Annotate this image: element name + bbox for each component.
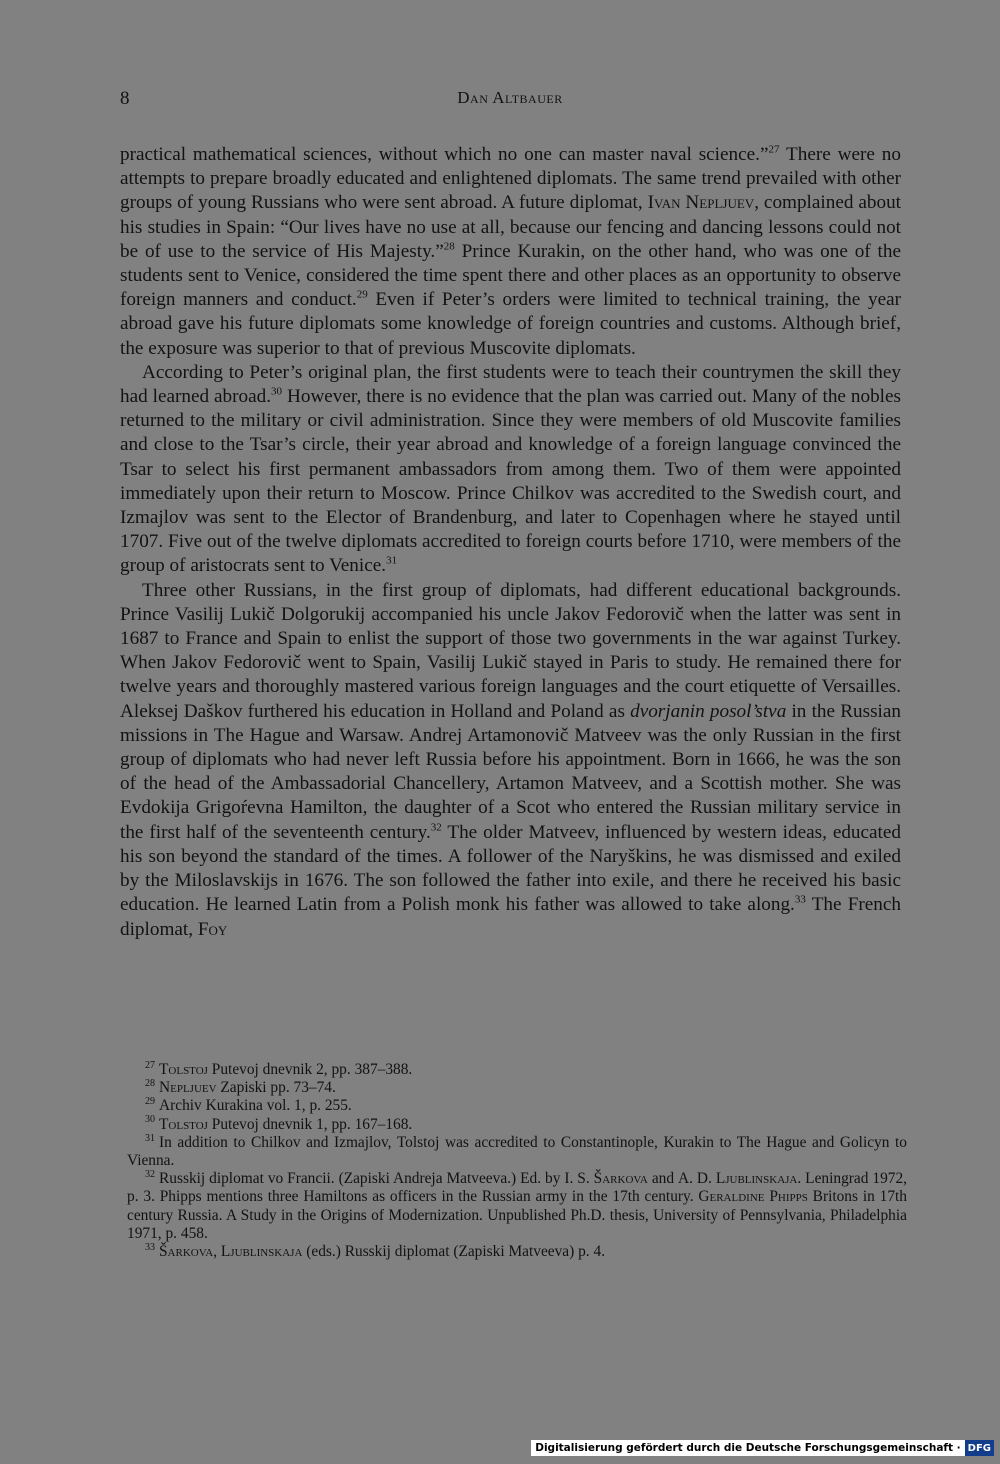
footnote-text: Britons in 17th century Russia. A Study in the Origins of Modernization. Unpublished Ph.D. thesis, University of Pennsylvania, Philadelphia 1971, p. 458. <box>127 1188 907 1242</box>
footnote-28 <box>127 1079 907 1097</box>
footnote-number: 27 <box>145 1059 155 1071</box>
footnote-text: and <box>647 1170 678 1188</box>
footnote-author: Šarkova, Ljublinskaja <box>159 1243 303 1261</box>
footnote-text: (eds.) Russkij diplomat (Zapiski Matveeva) p. 4. <box>302 1243 606 1261</box>
text-span: However, there is no evidence that the plan was carried out. Many of the nobles returned to the military or civil administration. Since they were members of old Muscovite families and close to the Tsar’s circle, their year abroad and knowledge of a foreign language convinced the Tsar to select his first permanent ambassadors from among them. Two of them were appointed immediately upon their return to Moscow. Prince Chilkov was accredited to the Swedish court, and Izmajlov was sent to the Elector of Brandenburg, and later to Copenhagen where he stayed until 1707. Five out of the twelve diplomats accredited to foreign courts before 1710, were members of the group of aristocrats sent to Venice. <box>120 386 901 577</box>
footnote-author: A. D. Ljublinskaja <box>678 1170 798 1188</box>
text-span: According to Peter’s original plan, the first students were to teach their countrymen the skill they had learned abroad. <box>120 361 901 408</box>
footnote-text: Archiv Kurakina vol. 1, p. 255. <box>159 1097 352 1115</box>
italic-term: dvorjanin posol’stva <box>630 700 787 722</box>
footnote-author: Geraldine Phipps <box>698 1188 808 1206</box>
footnote-text: Putevoj dnevnik 1, pp. 167–168. <box>207 1115 413 1133</box>
footnote-text: In addition to Chilkov and Izmajlov, Tolstoj was accredited to Constantinople, Kurakin to The Hague and Golicyn to Vienna. <box>127 1133 907 1170</box>
footnote-number: 31 <box>145 1132 155 1144</box>
dfg-funding-banner <box>531 1440 994 1456</box>
footnote-27 <box>127 1061 907 1079</box>
footnote-text: Zapiski pp. 73–74. <box>216 1079 336 1097</box>
footnote-30 <box>127 1116 907 1134</box>
footnote-text: Russkij diplomat vo Francii. (Zapiski Andreja Matveeva.) Ed. by <box>159 1170 565 1188</box>
footnote-number: 28 <box>145 1078 155 1090</box>
footnote-ref: 29 <box>356 288 368 301</box>
text-span: The older Matveev, influenced by western ideas, educated his son beyond the standard of the times. A follower of the Naryškins, he was dismissed and exiled by the Miloslavskijs in 1676. The son followed the father into exile, and there he received his basic education. He learned Latin from a Polish monk his father was allowed to take along. <box>120 821 901 916</box>
footnote-ref: 33 <box>794 893 806 906</box>
running-head-author: Dan Altbauer <box>457 88 563 107</box>
footnote-32 <box>127 1170 907 1243</box>
footnote-ref: 32 <box>430 821 442 834</box>
person-name: Ivan Nepljuev <box>647 192 755 214</box>
person-name: Foy <box>197 918 228 940</box>
footnote-author: Tolstoj <box>159 1115 208 1133</box>
text-span: The French diplomat, <box>120 894 901 940</box>
footnote-author: Tolstoj <box>159 1061 208 1078</box>
text-span: in the Russian missions in The Hague and Warsaw. Andrej Artamonovič Matveev was the only Russian in the first group of diplomats who had never left Russia before his appointment. Born in 1666, he was the son of the head of the Ambassadorial Chancellery, Artamon Matveev, and a Scottish mother. She was Evdokija Grigoŕevna Hamilton, the daughter of a Scot who entered the Russian military service in the first half of the seventeenth century. <box>120 700 901 843</box>
footnote-29 <box>127 1097 907 1115</box>
footnote-number: 30 <box>145 1114 155 1126</box>
footnote-ref: 28 <box>443 240 455 253</box>
text-span: practical mathematical sciences, without which no one can master naval science.” <box>120 144 769 165</box>
footnote-number: 32 <box>145 1169 155 1181</box>
paragraph-2 <box>120 361 901 579</box>
footnote-31 <box>127 1134 907 1170</box>
footnote-text: Putevoj dnevnik 2, pp. 387–388. <box>207 1061 413 1078</box>
footnote-text: . Leningrad 1972, p. 3. Phipps mentions three Hamiltons as officers in the Russian army in the 17th century. <box>127 1170 907 1206</box>
footnote-ref: 27 <box>768 143 780 156</box>
footnote-33 <box>127 1243 907 1261</box>
dfg-logo-icon: DFG <box>965 1440 994 1456</box>
footnote-ref: 31 <box>386 555 398 568</box>
paragraph-3 <box>120 579 901 942</box>
footnote-number: 29 <box>145 1096 155 1108</box>
text-span: There were no attempts to prepare broadly educated and enlightened diplomats. The same trend prevailed with other groups of young Russians who were sent abroad. A future diplomat, <box>120 144 901 214</box>
page-number: 8 <box>120 88 130 109</box>
footnote-author: I. S. Šarkova <box>564 1170 648 1188</box>
text-span: Even if Peter’s orders were limited to technical training, the year abroad gave his future diplomats some knowledge of foreign countries and customs. Although brief, the exposure was superior to that of previous Muscovite diplomats. <box>120 289 901 359</box>
paragraph-1 <box>120 143 901 361</box>
text-span: Three other Russians, in the first group of diplomats, had different educational backgrounds. Prince Vasilij Lukič Dolgorukij accompanied his uncle Jakov Fedorovič when the latter was sent in 1687 to France and Spain to enlist the support of those two governments in the war against Turkey. When Jakov Fedorovič went to Spain, Vasilij Lukič stayed in Paris to study. He remained there for twelve years and thoroughly mastered various foreign languages and the court etiquette of Versailles. Aleksej Daškov furthered his education in Holland and Poland as <box>120 579 901 722</box>
footnote-ref: 30 <box>271 385 283 398</box>
text-span: Prince Kurakin, on the other hand, who was one of the students sent to Venice, considered the time spent there and other places as an opportunity to observe foreign manners and conduct. <box>120 240 901 311</box>
footnotes <box>127 1061 907 1261</box>
dfg-banner-text: Digitalisierung gefördert durch die Deutsche Forschungsgemeinschaft · <box>535 1442 961 1454</box>
body-text <box>120 143 901 942</box>
footnote-number: 33 <box>145 1241 155 1253</box>
footnote-author: Nepljuev <box>159 1079 217 1097</box>
page-header <box>120 88 900 114</box>
text-span: , complained about his studies in Spain: “Our lives have no use at all, because our fencing and dancing lessons could not be of use to the service of His Majesty.” <box>120 192 902 262</box>
